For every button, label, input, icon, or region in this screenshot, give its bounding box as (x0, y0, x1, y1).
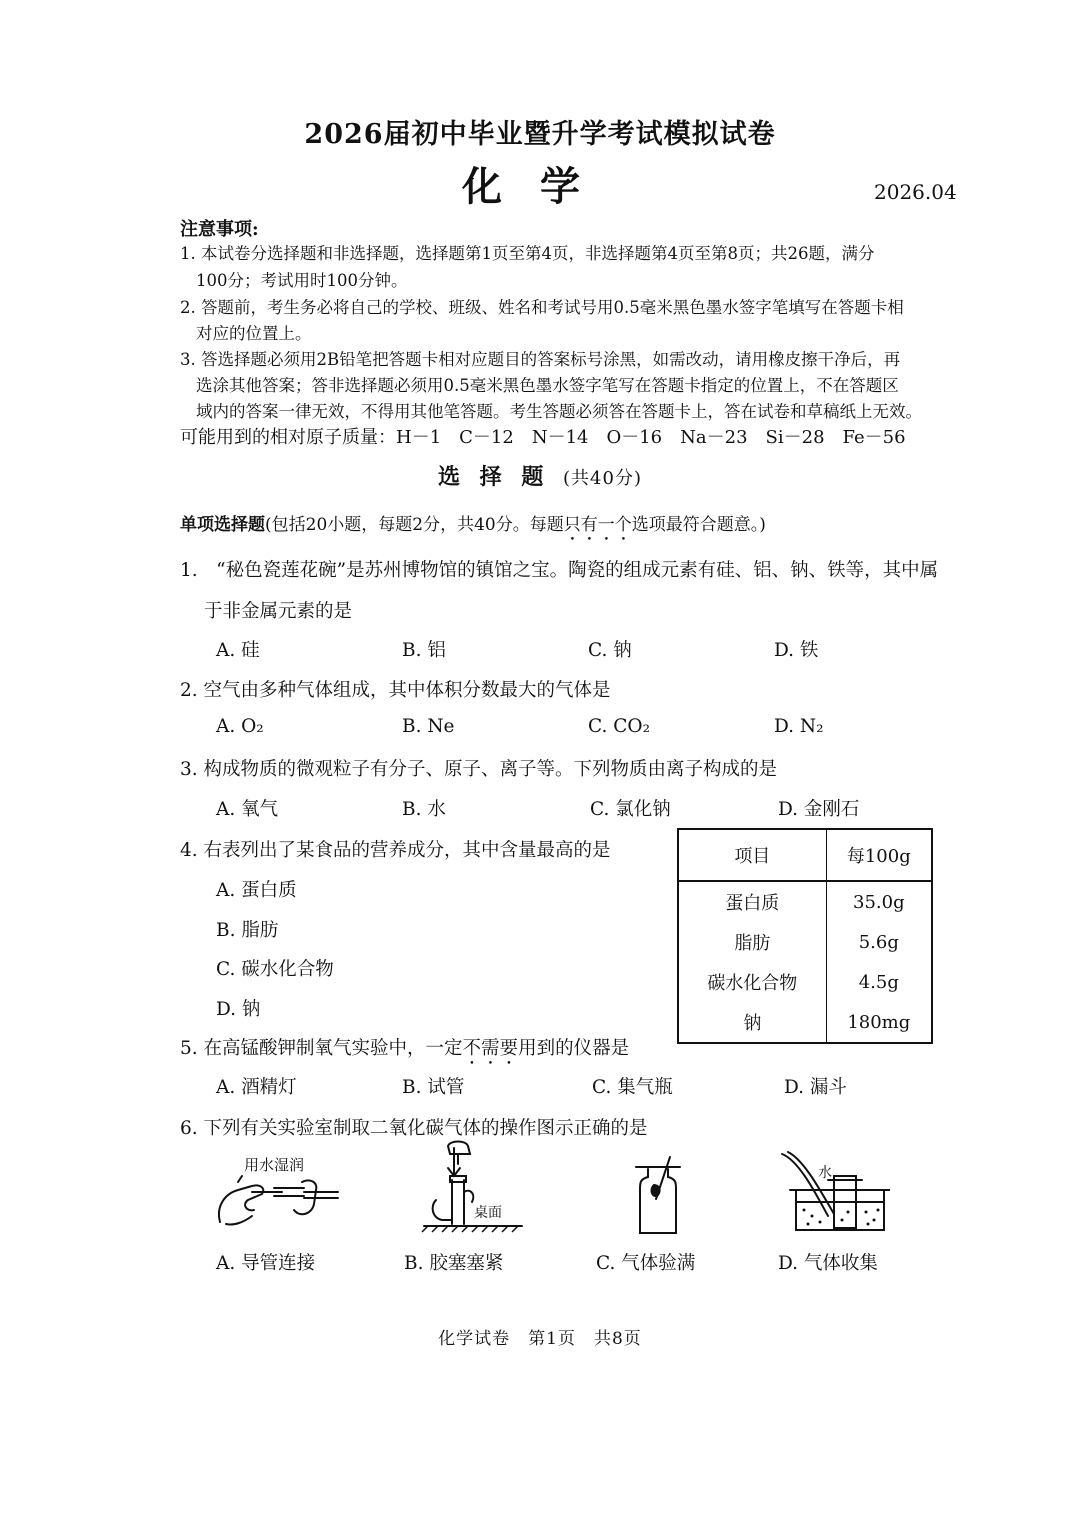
section-points: (共40分) (563, 468, 642, 489)
section-description (180, 510, 766, 545)
q5-stem-post: 用到的仪器是 (518, 1038, 630, 1059)
note-line: 3. 答选择题必须用2B铅笔把答题卡相对应题目的答案标号涂黑，如需改动，请用橡皮擦干净后，再 (180, 350, 901, 369)
q2-option-b: B. Ne (402, 716, 455, 737)
q4-option-a: A. 蛋白质 (216, 880, 297, 901)
section-title (0, 460, 1080, 491)
exam-date: 2026.04 (874, 180, 957, 204)
table-row (678, 881, 932, 922)
note-line: 对应的位置上。 (196, 324, 312, 343)
subject-title: 化学 (462, 163, 618, 210)
figure-tube-connection (212, 1152, 342, 1232)
table-row (678, 922, 932, 962)
question-1-stem-cont: 于非金属元素的是 (204, 601, 353, 622)
atomic-masses: 可能用到的相对原子质量：H－1 C－12 N－14 O－16 Na－23 Si－28 Fe－56 (180, 427, 906, 448)
question-6-stem: 6. 下列有关实验室制取二氧化碳气体的操作图示正确的是 (180, 1118, 648, 1139)
q2-option-a: A. O₂ (216, 716, 264, 737)
q4-option-b: B. 脂肪 (216, 920, 279, 941)
q2-option-c: C. CO₂ (588, 716, 650, 737)
table-cell: 脂肪 (678, 922, 826, 962)
q1-option-d: D. 铁 (774, 640, 819, 661)
q1-option-c: C. 钠 (588, 640, 632, 661)
exam-title: 2026届初中毕业暨升学考试模拟试卷 (304, 119, 776, 150)
figure-gas-collection (778, 1150, 890, 1235)
q2-option-d: D. N₂ (774, 716, 824, 737)
table-cell: 蛋白质 (678, 881, 826, 922)
question-2-stem: 2. 空气由多种气体组成，其中体积分数最大的气体是 (180, 680, 611, 701)
q5-option-b: B. 试管 (402, 1077, 465, 1098)
q3-option-a: A. 氧气 (216, 799, 279, 820)
q5-option-d: D. 漏斗 (784, 1077, 847, 1098)
table-cell: 4.5g (826, 962, 932, 1002)
q5-option-c: C. 集气瓶 (592, 1077, 673, 1098)
q4-option-d: D. 钠 (216, 999, 261, 1020)
q5-stem-emph: 不需要 (462, 1038, 519, 1059)
q5-stem-pre: 5. 在高锰酸钾制氧气实验中，一定 (180, 1038, 463, 1059)
note-line: 1. 本试卷分选择题和非选择题，选择题第1页至第4页，非选择题第4页至第8页；共26题，满分 (180, 244, 875, 263)
table-header: 每100g (826, 829, 932, 881)
q5-option-a: A. 酒精灯 (216, 1077, 297, 1098)
figure-label-wet: 用水湿润 (244, 1156, 305, 1174)
note-line: 100分；考试用时100分钟。 (196, 271, 408, 290)
section-desc-label: 单项选择题 (180, 515, 265, 535)
q3-option-b: B. 水 (402, 799, 446, 820)
question-4-stem: 4. 右表列出了某食品的营养成分，其中含量最高的是 (180, 840, 611, 861)
water-trough-icon (778, 1150, 890, 1235)
table-cell: 碳水化合物 (678, 962, 826, 1002)
q1-option-b: B. 铝 (402, 640, 446, 661)
note-line: 选涂其他答案；答非选择题必须用0.5毫米黑色墨水签字笔写在答题卡指定的位置上，不在答题区 (196, 376, 899, 395)
page-footer: 化学试卷 第1页 共8页 (438, 1329, 642, 1349)
question-5-stem (180, 1034, 629, 1069)
figure-label-water: 水 (818, 1165, 832, 1181)
stopper-tube-icon (418, 1140, 528, 1235)
table-header: 项目 (678, 829, 826, 881)
hands-tube-icon (212, 1152, 342, 1232)
note-line: 域内的答案一律无效，不得用其他笔答题。考生答题必须答在答题卡上，答在试卷和草稿纸上无效。 (196, 402, 922, 421)
q6-option-a: A. 导管连接 (216, 1253, 316, 1274)
section-desc-post: 选项最符合题意。) (631, 515, 766, 535)
q3-option-d: D. 金刚石 (778, 799, 860, 820)
table-cell: 5.6g (826, 922, 932, 962)
table-cell: 钠 (678, 1002, 826, 1043)
section-title-text: 选 择 题 (438, 464, 550, 490)
q6-option-c: C. 气体验满 (596, 1253, 696, 1274)
table-row (678, 962, 932, 1002)
question-1-stem: 1. “秘色瓷莲花碗”是苏州博物馆的镇馆之宝。陶瓷的组成元素有硅、铝、钠、铁等，其中属 (180, 560, 939, 581)
q1-option-a: A. 硅 (216, 640, 260, 661)
q3-option-c: C. 氯化钠 (590, 799, 671, 820)
table-row (678, 1002, 932, 1043)
q6-option-d: D. 气体收集 (778, 1253, 878, 1274)
notes-heading: 注意事项: (180, 219, 259, 240)
table-cell: 35.0g (826, 881, 932, 922)
figure-stopper (418, 1140, 528, 1235)
q6-option-b: B. 胶塞塞紧 (404, 1253, 504, 1274)
section-desc-emph: 只有一个 (563, 515, 632, 535)
figure-label-table: 桌面 (474, 1205, 502, 1221)
question-3-stem: 3. 构成物质的微观粒子有分子、原子、离子等。下列物质由离子构成的是 (180, 759, 778, 780)
section-desc-pre: (包括20小题，每题2分，共40分。每题 (265, 515, 564, 535)
nutrition-table (677, 828, 933, 1044)
gas-bottle-icon (628, 1155, 688, 1237)
q4-option-c: C. 碳水化合物 (216, 959, 334, 980)
table-cell: 180mg (826, 1002, 932, 1043)
figure-gas-check (628, 1155, 688, 1237)
note-line: 2. 答题前，考生务必将自己的学校、班级、姓名和考试号用0.5毫米黑色墨水签字笔填写在答题卡相 (180, 298, 904, 317)
